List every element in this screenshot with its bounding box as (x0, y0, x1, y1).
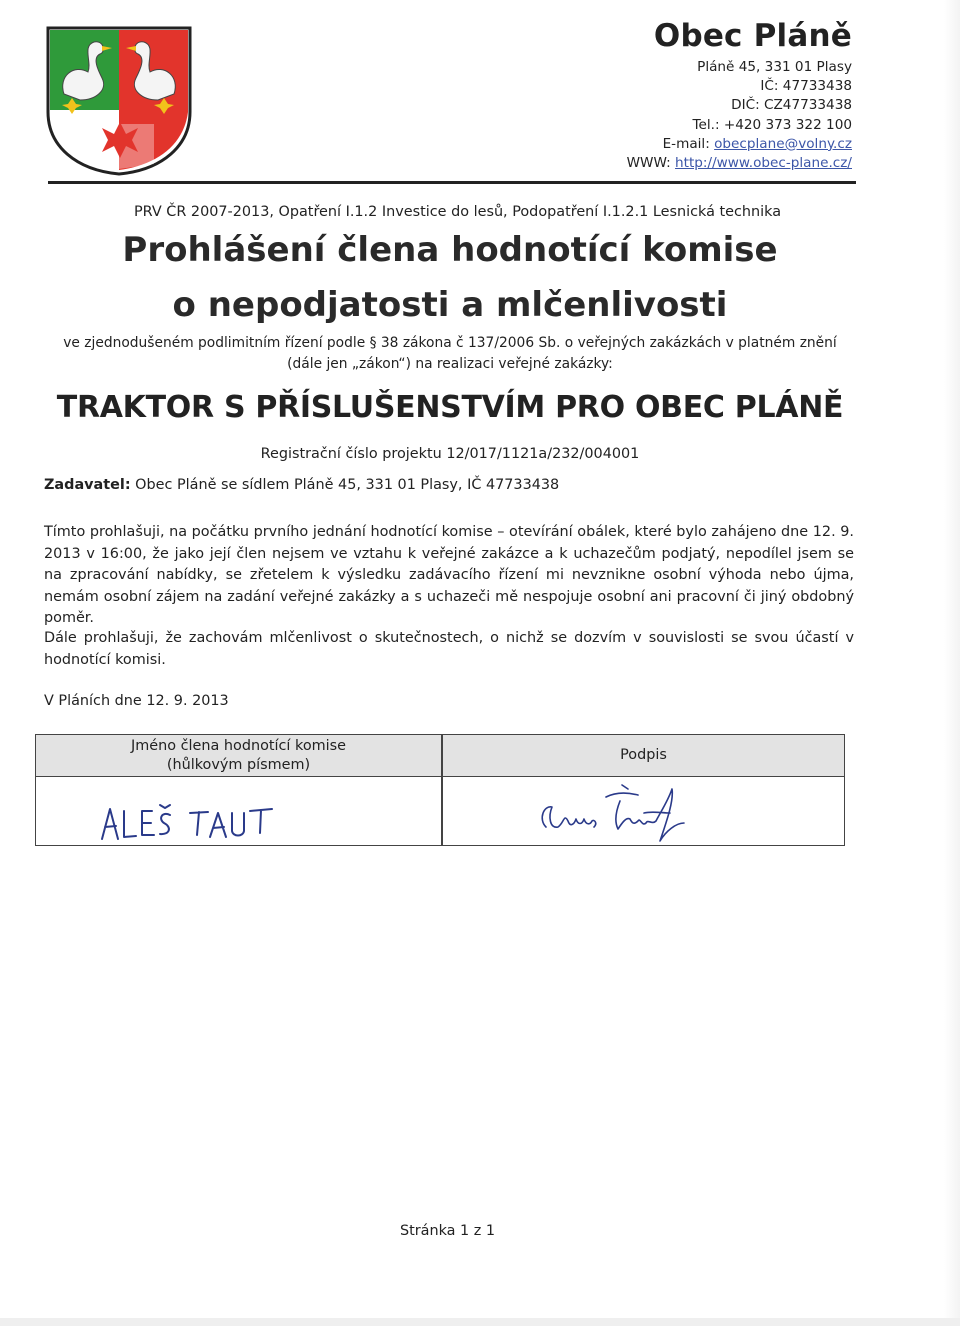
dic-number: DIČ: CZ47733438 (731, 97, 852, 114)
confidentiality-paragraph: Dále prohlašuji, že zachovám mlčenlivost o skutečnostech, o nichž se dozvím v souvislosti se svou účastí v hodnotící komisi. (44, 630, 854, 668)
declaration-paragraph: Tímto prohlašuji, na počátku prvního jednání hodnotící komise – otevírání obálek, které bylo zahájeno dne 12. 9. 2013 v 16:00, že jako její člen nejsem ve vztahu k veřejné zakázce a k uchazečům podjatý, nepodílel jsem se na zpracování nabídky, se zřetelem k výsledku zadávacího řízení mi nevznikne osobní výhoda nebo újma, nemám osobní zájem na zadání veřejné zakázky a s uchazeči mě nespojuje osobní ani pracovní či jiný obdobný poměr. (44, 524, 854, 626)
signature-icon (534, 783, 714, 845)
coat-of-arms-icon (44, 24, 194, 176)
name-column-header (36, 737, 441, 775)
document-title: Prohlášení člena hodnotící komise (122, 230, 778, 270)
signature-column-header: Podpis (620, 747, 667, 763)
name-header-line1: Jméno člena hodnotící komise (131, 738, 346, 754)
email-label: E-mail: (662, 135, 715, 152)
signature-table (35, 734, 845, 846)
page-number: Stránka 1 z 1 (399, 1223, 496, 1239)
website-link[interactable]: http://www.obec-plane.cz/ (675, 155, 852, 172)
www-label: WWW: (626, 155, 676, 172)
subtitle-line2: (dále jen „zákon“) na realizaci veřejné zakázky: (287, 356, 613, 372)
address: Pláně 45, 331 01 Plasy (697, 59, 852, 75)
scan-edge-bottom (0, 1318, 960, 1326)
registration-number: Registrační číslo projektu 12/017/1121a/232/004001 (260, 446, 640, 462)
scan-edge-right (944, 0, 960, 1326)
email-link[interactable]: obecplane@volny.cz (714, 135, 852, 152)
issuer-text: Obec Pláně se sídlem Pláně 45, 331 01 Plasy, IČ 47733438 (130, 477, 560, 493)
document-title-line2: o nepodjatosti a mlčenlivosti (172, 285, 728, 325)
issuer-label: Zadavatel: (44, 477, 131, 493)
name-header-line2: (hůlkovým písmem) (166, 757, 311, 773)
org-name: Obec Pláně (653, 18, 852, 54)
header-divider (48, 181, 856, 184)
ic-number: IČ: 47733438 (760, 78, 852, 95)
place-date: V Pláních dne 12. 9. 2013 (44, 693, 229, 709)
phone: Tel.: +420 373 322 100 (692, 116, 852, 133)
email-line (627, 135, 852, 154)
contact-block (627, 58, 852, 173)
procedure-subtitle (40, 333, 860, 375)
contracting-authority (44, 477, 559, 493)
handwritten-member-name (96, 801, 296, 845)
contract-name: TRAKTOR S PŘÍSLUŠENSTVÍM PRO OBEC PLÁNĚ (56, 390, 844, 425)
subtitle-line1: ve zjednodušeném podlimitním řízení podle § 38 zákona č 137/2006 Sb. o veřejných zakázkách v platném znění (63, 335, 837, 351)
programme-line: PRV ČR 2007-2013, Opatření I.1.2 Investice do lesů, Podopatření I.1.2.1 Lesnická technika (134, 204, 782, 220)
www-line (627, 154, 852, 173)
